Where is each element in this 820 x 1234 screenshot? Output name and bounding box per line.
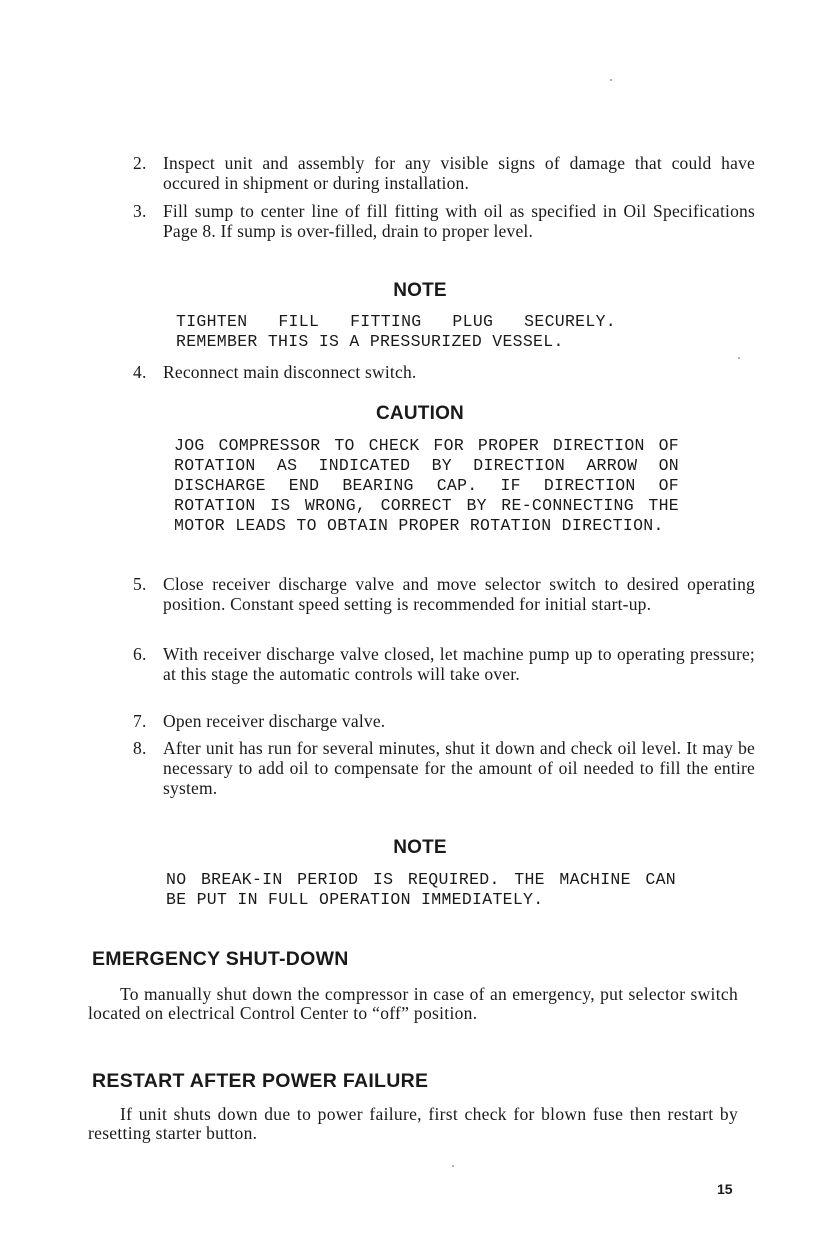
note-heading: NOTE xyxy=(393,280,447,301)
step-number: 7. xyxy=(133,711,147,731)
step-text: Inspect unit and assembly for any visible signs of damage that could have occured in shipment or during installation. xyxy=(163,153,755,193)
step-text: Close receiver discharge valve and move selector switch to desired operating position. Constant speed setting is recommended for initial start-up. xyxy=(163,574,755,614)
step-4 xyxy=(133,362,755,382)
scan-speck xyxy=(738,357,740,359)
note-text: TIGHTEN FILL FITTING PLUG SECURELY. REMEMBER THIS IS A PRESSURIZED VESSEL. xyxy=(176,312,616,351)
restart-heading: RESTART AFTER POWER FAILURE xyxy=(92,1070,429,1092)
emergency-text: To manually shut down the compressor in case of an emergency, put selector switch located on electrical Control Center to “off” position. xyxy=(88,984,738,1023)
step-number: 8. xyxy=(133,738,147,758)
restart-text: If unit shuts down due to power failure, first check for blown fuse then restart by resetting starter button. xyxy=(88,1104,738,1143)
step-number: 6. xyxy=(133,644,147,664)
caution-text: JOG COMPRESSOR TO CHECK FOR PROPER DIRECTION OF ROTATION AS INDICATED BY DIRECTION ARROW ON DISCHARGE END BEARING CAP. IF DIRECTION OF ROTATION IS WRONG, CORRECT BY RE-CONNECTING THE MOTOR LEADS TO OBTAIN PROPER ROTATION DIRECTION. xyxy=(174,436,679,535)
step-7 xyxy=(133,711,755,731)
scan-speck xyxy=(452,1165,454,1167)
step-text: Reconnect main disconnect switch. xyxy=(163,362,417,382)
step-3 xyxy=(133,201,755,241)
step-6 xyxy=(133,644,755,684)
step-number: 5. xyxy=(133,574,147,594)
step-text: After unit has run for several minutes, shut it down and check oil level. It may be necessary to add oil to compensate for the amount of oil needed to fill the entire system. xyxy=(163,738,755,798)
step-text: With receiver discharge valve closed, let machine pump up to operating pressure; at this stage the automatic controls will take over. xyxy=(163,644,755,684)
caution-heading: CAUTION xyxy=(376,403,464,424)
scan-speck xyxy=(610,79,612,81)
emergency-heading: EMERGENCY SHUT-DOWN xyxy=(92,948,349,970)
step-number: 3. xyxy=(133,201,147,221)
step-5 xyxy=(133,574,755,614)
step-2 xyxy=(133,153,755,193)
note-text: NO BREAK-IN PERIOD IS REQUIRED. THE MACHINE CAN BE PUT IN FULL OPERATION IMMEDIATELY. xyxy=(166,870,676,909)
step-number: 2. xyxy=(133,153,147,173)
step-number: 4. xyxy=(133,362,147,382)
step-text: Open receiver discharge valve. xyxy=(163,711,386,731)
page-number: 15 xyxy=(717,1181,733,1197)
step-8 xyxy=(133,738,755,798)
note-heading: NOTE xyxy=(393,837,447,858)
step-text: Fill sump to center line of fill fitting with oil as specified in Oil Specifications Page 8. If sump is over-filled, drain to proper level. xyxy=(163,201,755,241)
